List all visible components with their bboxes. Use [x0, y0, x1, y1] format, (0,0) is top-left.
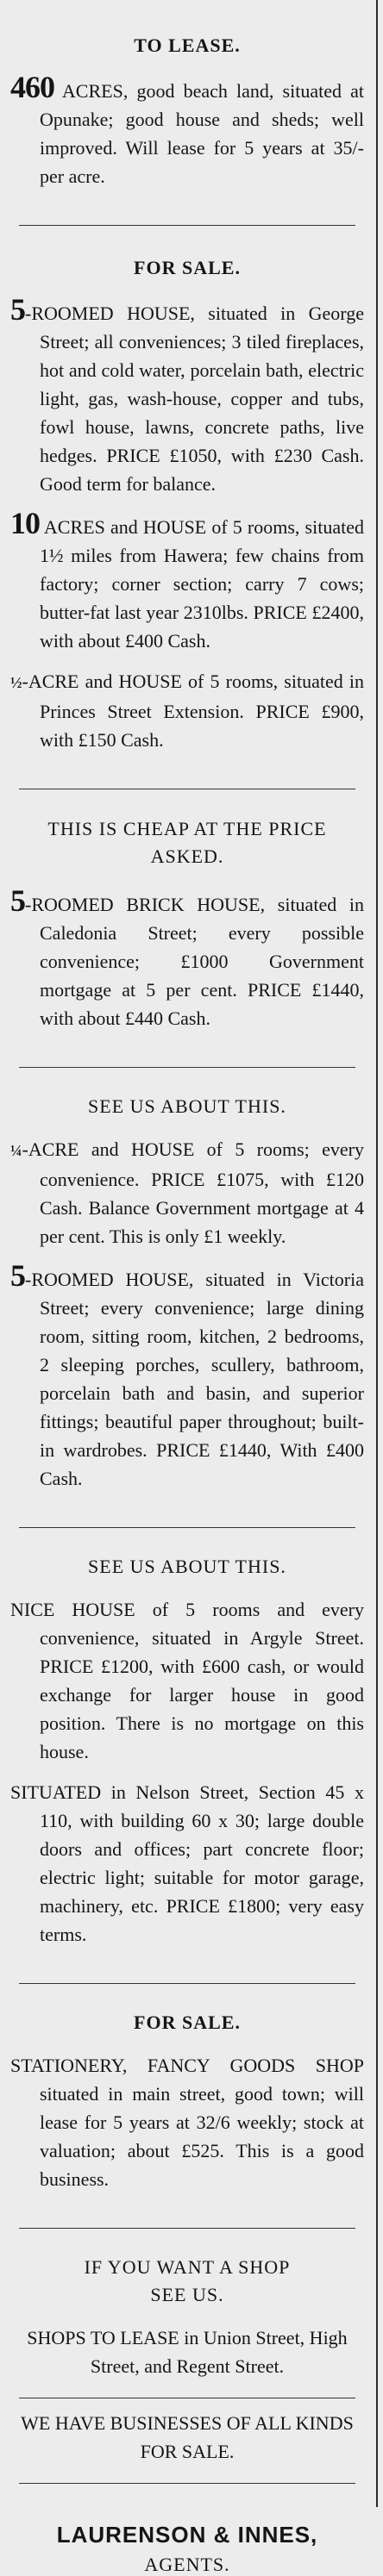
heading-for-sale: FOR SALE. — [134, 257, 241, 278]
heading-see-us-2: SEE US ABOUT THIS. — [88, 1556, 286, 1577]
listing-ten-acres: 10 ACRES and HOUSE of 5 rooms, situated 1½ miles from Hawera; few chains from factory; corner section; carry 7 cows; butter-fat last year 2310lbs. PRICE £2400, with about £400 Cash. — [10, 506, 364, 652]
listing-victoria-street: 5-ROOMED HOUSE, situated in Victoria Street; every convenience; large dining room, sitting room, kitchen, 2 bedrooms, 2 sleeping porches, scullery, bathroom, porcelain bath and basin, and superior fittings; beautiful paper throughout; built-in wardrobes. PRICE £1440, With £400 Cash. — [10, 1258, 364, 1489]
heading-want-a-shop: IF YOU WANT A SHOP — [84, 2256, 291, 2278]
heading-see-us: SEE US ABOUT THIS. — [88, 1095, 286, 1117]
agents-label: AGENTS. — [144, 2554, 230, 2575]
listing-argyle-street: NICE HOUSE of 5 rooms and every convenience, situated in Argyle Street. PRICE £1200, with £600 cash, or would exchange for larger house in good position. There is no mortgage on this house. — [10, 1599, 364, 1762]
column-rule — [376, 0, 378, 2507]
listing-shops-to-lease: SHOPS TO LEASE in Union Street, High Street, and Regent Street. — [27, 2327, 348, 2377]
listing-george-street: 5-ROOMED HOUSE, situated in George Street; all conveniences; 3 tiled fireplaces, hot and cold water, porcelain bath, electric light, gas, wash-house, copper and tubs, fowl house, lawns, concrete paths, live hedges. PRICE £1050, with £230 Cash. Good term for balance. — [10, 292, 364, 495]
notice-businesses: WE HAVE BUSINESSES OF ALL KINDS FOR SALE. — [21, 2412, 354, 2462]
heading-for-sale-2: FOR SALE. — [134, 2012, 241, 2033]
heading-to-lease: TO LEASE. — [134, 34, 241, 56]
heading-see-us-shop: SEE US. — [150, 2284, 224, 2305]
listing-stationery-shop: STATIONERY, FANCY GOODS SHOP situated in main street, good town; will lease for 5 years at 32/6 weekly; stock at valuation; about £525. This is a good business. — [10, 2055, 364, 2190]
agents-name: LAURENSON & INNES, — [56, 2522, 318, 2548]
heading-cheap-at-price: THIS IS CHEAP AT THE PRICE ASKED. — [47, 818, 327, 867]
listing-quarter-acre: ¼-ACRE and HOUSE of 5 rooms; every convenience. PRICE £1075, with £120 Cash. Balance Government mortgage at 4 per cent. This is only £1 weekly. — [10, 1138, 364, 1247]
listing-princes-street: ½-ACRE and HOUSE of 5 rooms, situated in Princes Street Extension. PRICE £900, with £150 Cash. — [10, 671, 364, 751]
listing-caledonia-street: 5-ROOMED BRICK HOUSE, situated in Caledonia Street; every possible convenience; £1000 Government mortgage at 5 per cent. PRICE £1440, with about £440 Cash. — [10, 883, 364, 1029]
listing-nelson-street: SITUATED in Nelson Street, Section 45 x 110, with building 60 x 30; large double doors and offices; part concrete floor; electric light; suitable for motor garage, machinery, etc. PRICE £1800; very easy terms. — [10, 1781, 364, 1945]
listing-beach-land: 460 ACRES, good beach land, situated at Opunake; good house and sheds; well improved. Will lease for 5 years at 35/- per acre. — [10, 70, 364, 187]
